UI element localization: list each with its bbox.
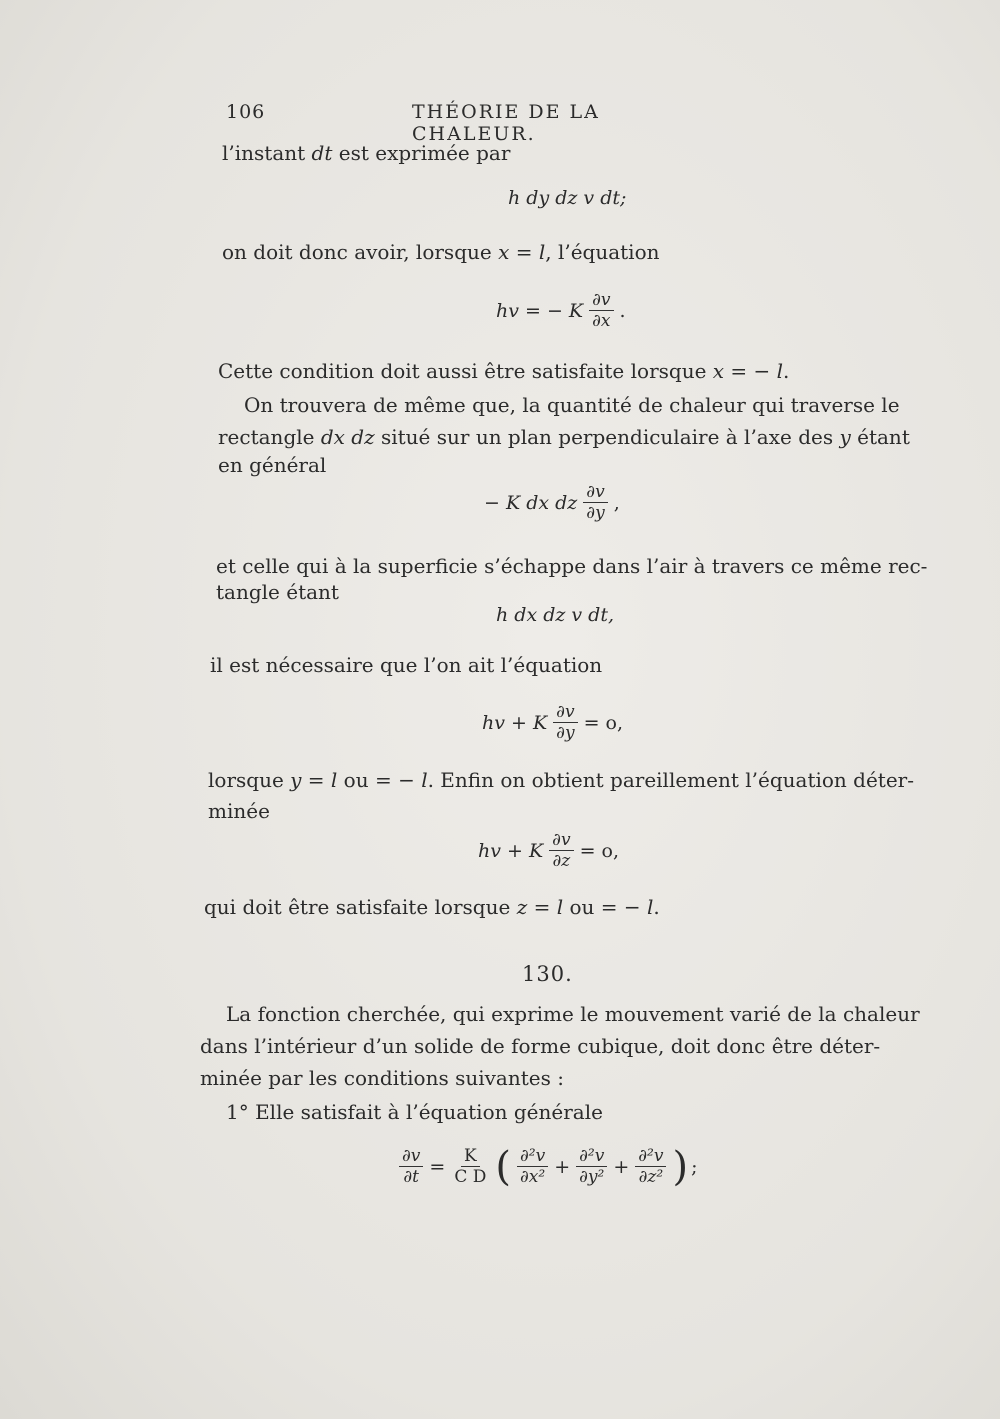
text-line: qui doit être satisfaite lorsque z = l ou = − l. [204,895,660,919]
text-line: l’instant dt est exprimée par [222,141,511,165]
text-line: Cette condition doit aussi être satisfaite lorsque x = − l. [218,359,790,383]
text-line: on doit donc avoir, lorsque x = l, l’équation [222,240,660,264]
running-title: THÉORIE DE LA CHALEUR. [412,101,600,145]
text-line: 1° Elle satisfait à l’équation générale [226,1100,603,1124]
equation-3: − K dx dz $\frac{\partial v}{\partial y}$ , [484,482,620,523]
text-line: minée [208,799,270,823]
equation-7: $\frac{\partial v}{\partial t}$ = $\frac{K}{\text{C D}}$ ( $\frac{\text{∂²v}}{\text{∂x²}}$ + $\frac{\text{∂²v}}{\text{∂y²}}$ + $\frac{\text{∂²v}}{\text{∂z²}}$ ) ; [396,1146,698,1187]
text-line: minée par les conditions suivantes : [200,1066,564,1090]
equation-6: hv + K $\frac{\partial v}{\partial z}$ = o, [478,830,620,871]
text-line: La fonction cherchée, qui exprime le mouvement varié de la chaleur [226,1002,920,1026]
text-line: il est nécessaire que l’on ait l’équation [210,653,603,677]
text-line: rectangle dx dz situé sur un plan perpendiculaire à l’axe des y étant [218,425,910,449]
equation-5: hv + K $\frac{\partial v}{\partial y}$ = o, [482,702,624,743]
text-line: On trouvera de même que, la quantité de chaleur qui traverse le [244,393,900,417]
running-header [226,101,726,145]
text-line: tangle étant [216,580,339,604]
close-paren: ) [672,1143,689,1190]
section-number: 130. [522,962,573,986]
text-line: en général [218,453,327,477]
page-number: 106 [226,101,266,123]
text-line: et celle qui à la superficie s’échappe dans l’air à travers ce même rec- [216,554,928,578]
open-paren: ( [495,1143,511,1190]
equation-1: h dy dz v dt; [508,187,627,209]
text-line: dans l’intérieur d’un solide de forme cubique, doit donc être déter- [200,1034,881,1058]
equation-4: h dx dz v dt, [496,604,615,626]
equation-2: hv = − K $\frac{\partial v}{\partial x}$ . [496,290,626,331]
text-line: lorsque y = l ou = − l. Enfin on obtient pareillement l’équation déter- [208,768,914,792]
